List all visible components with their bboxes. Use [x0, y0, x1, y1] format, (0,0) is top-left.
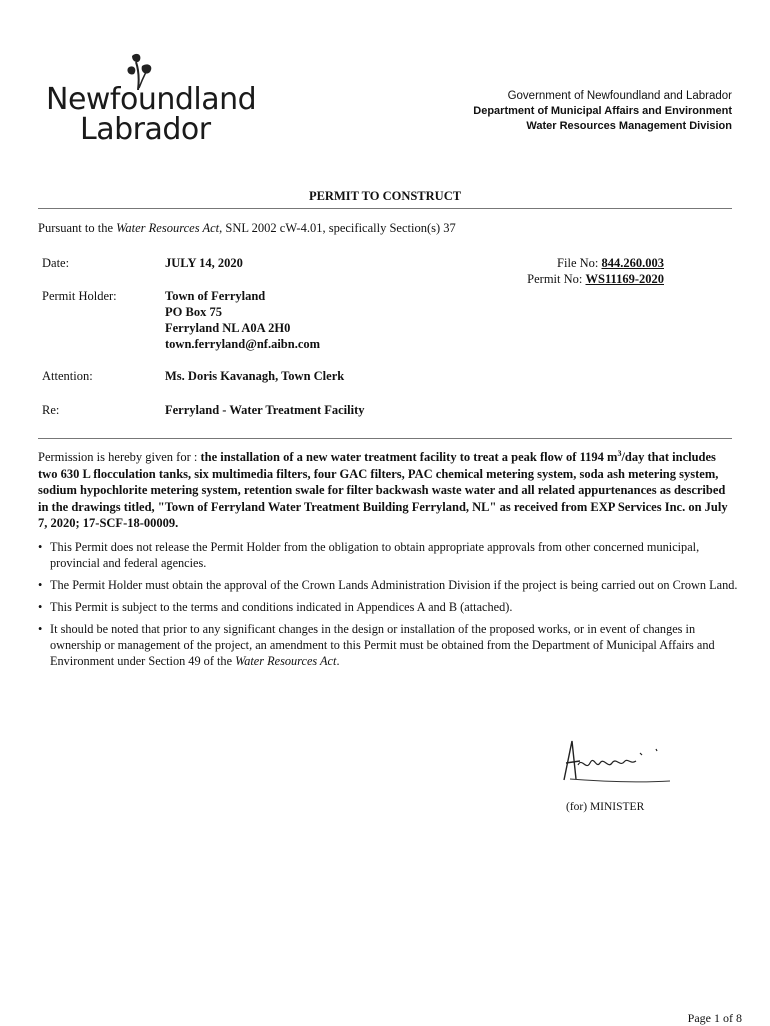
- signature-caption: (for) MINISTER: [566, 801, 645, 813]
- permission-scope-part1: the installation of a new water treatment facility to treat a peak flow of 1194 m: [200, 450, 618, 465]
- re-label: Re:: [42, 403, 60, 417]
- page-number: Page 1 of 8: [687, 1011, 742, 1025]
- pursuant-act: Water Resources Act: [116, 221, 220, 235]
- condition-act: Water Resources Act: [235, 654, 337, 668]
- holder-name: Town of Ferryland: [165, 289, 266, 303]
- attention-label: Attention:: [42, 369, 93, 383]
- permit-number-value: WS11169-2020: [585, 272, 664, 286]
- gov-name: Government of Newfoundland and Labrador: [507, 90, 732, 102]
- newfoundland-labrador-logo: [40, 52, 257, 148]
- division-name: Water Resources Management Division: [526, 120, 732, 132]
- pursuant-statement: [38, 220, 456, 236]
- permission-paragraph: [38, 446, 738, 532]
- pursuant-suffix: , SNL 2002 cW-4.01, specifically Section(s) 37: [219, 221, 456, 235]
- condition-end: .: [336, 654, 340, 668]
- condition-item: [38, 621, 738, 669]
- pursuant-prefix: Pursuant to the: [38, 221, 117, 235]
- permission-scope-part2: /day that includes two 630 L flocculation tanks, six multimedia filters, four GAC filters, PAC chemical metering system, soda ash metering system, sodium hypochlorite metering system, retention swale for filter backwash waste water and all related appurtenances as described in the drawings titled, "Town of Ferryland Water Treatment Building Ferryland, NL" as received from EXP Services Inc. on July 7, 2020; 17-SCF-18-00009.: [38, 450, 728, 531]
- permit-number-label: Permit No:: [527, 272, 586, 286]
- permit-holder-address: [165, 288, 320, 352]
- date-value: JULY 14, 2020: [165, 256, 243, 270]
- attention-value: Ms. Doris Kavanagh, Town Clerk: [165, 369, 345, 383]
- conditions-list: [38, 539, 738, 675]
- date-label: Date:: [42, 256, 70, 270]
- government-header: [473, 89, 732, 134]
- logo-text-line1: Newfoundland: [46, 82, 257, 117]
- permit-holder-label: Permit Holder:: [42, 289, 117, 303]
- permission-intro: Permission is hereby given for :: [38, 450, 201, 465]
- file-number-row: [527, 255, 664, 271]
- permit-number-row: [527, 271, 664, 287]
- condition-item: • The Permit Holder must obtain the approval of the Crown Lands Administration Division if the project is being carried out on Crown Land.: [38, 577, 738, 593]
- condition-item: • This Permit does not release the Permit Holder from the obligation to obtain appropriate approvals from other concerned municipal, provincial and federal agencies.: [38, 539, 738, 571]
- file-number-value: 844.260.003: [601, 256, 664, 270]
- section-divider: [38, 438, 732, 439]
- holder-city: Ferryland NL A0A 2H0: [165, 321, 291, 335]
- title-divider: [38, 208, 732, 209]
- condition-text: It should be noted that prior to any significant changes in the design or installation of the proposed works, or in event of changes in ownership or management of the project, an amendment to this Permit must be obtained from the Department of Municipal Affairs and Environment under Section 49 of the: [50, 622, 715, 668]
- file-info: [527, 255, 664, 287]
- holder-email: town.ferryland@nf.aibn.com: [165, 337, 321, 351]
- file-number-label: File No:: [557, 256, 602, 270]
- document-title: PERMIT TO CONSTRUCT: [308, 189, 462, 203]
- re-value: Ferryland - Water Treatment Facility: [165, 403, 365, 417]
- minister-signature: [556, 735, 676, 795]
- holder-po-box: PO Box 75: [165, 305, 222, 319]
- unit-superscript: 3: [617, 449, 622, 458]
- logo-text-line2: Labrador: [80, 112, 211, 147]
- condition-item: • This Permit is subject to the terms and conditions indicated in Appendices A and B (attached).: [38, 599, 738, 615]
- department-name: Department of Municipal Affairs and Environment: [473, 105, 732, 117]
